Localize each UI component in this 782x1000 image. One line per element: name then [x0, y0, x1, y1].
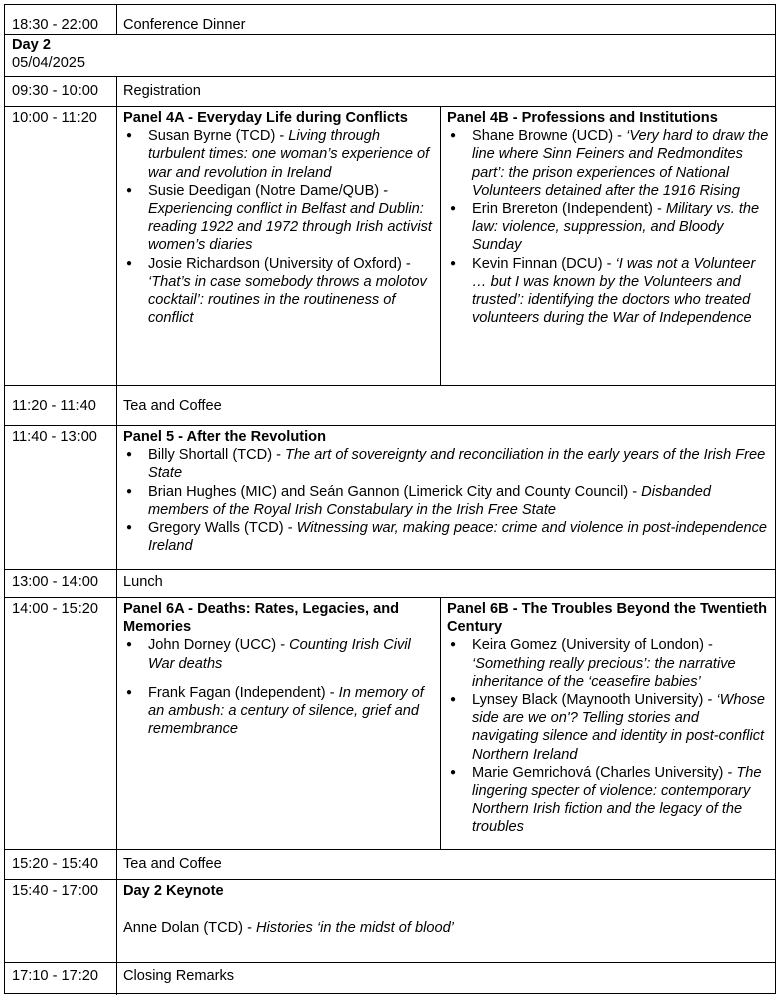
row-divider: [5, 569, 775, 570]
session-title: Lunch: [123, 574, 163, 590]
row-divider: [5, 425, 775, 426]
talk-title: The lingering specter of violence: contemporary Northern Irish fiction and the legacy of the troubles: [472, 764, 762, 836]
day-label: Day 2: [12, 37, 51, 53]
speaker: Brian Hughes (MIC) and Seán Gannon (Limerick City and County Council) -: [148, 483, 642, 500]
talk-title: ‘Very hard to draw the line where Sinn Feiners and Redmondites part’: the prison experiences of National Volunteers detained after the 1916 Rising: [472, 128, 769, 199]
panel-title: Panel 4A - Everyday Life during Conflicts: [123, 110, 408, 126]
panel-title: Panel 4B - Professions and Institutions: [447, 110, 718, 126]
session-title: Closing Remarks: [123, 968, 235, 984]
speaker: Lynsey Black (Maynooth University) -: [472, 692, 717, 709]
list-item: [123, 182, 438, 255]
panel-title: Panel 5 - After the Revolution: [123, 429, 326, 445]
talk-title: The art of sovereignty and reconciliation in the early years of the Irish Free State: [148, 447, 766, 482]
session-title: Registration: [123, 83, 201, 99]
panel-5: [123, 428, 768, 555]
talk-title: Counting Irish Civil War deaths: [148, 637, 411, 672]
row-divider: [5, 849, 775, 850]
talk-title: Witnessing war, making peace: crime and violence in post-independence Ireland: [148, 520, 768, 555]
panel-4b: [447, 109, 769, 327]
row-divider: [5, 106, 775, 107]
list-item: [123, 519, 768, 555]
time-cell: 15:20 - 15:40: [12, 856, 99, 872]
time-cell: 15:40 - 17:00: [12, 883, 99, 899]
keynote: [123, 882, 768, 937]
speaker: Erin Brereton (Independent) -: [472, 201, 666, 218]
panel-6a: [123, 600, 438, 738]
speaker: Shane Browne (UCD) -: [472, 128, 627, 145]
talk-title: ‘Something really precious’: the narrative inheritance of the ‘ceasefire babies’: [472, 655, 736, 690]
column-divider: [116, 5, 117, 34]
talk-title: Histories ‘in the midst of blood’: [256, 920, 454, 937]
panel-6b: [447, 600, 769, 837]
list-item: [447, 255, 769, 328]
panel-divider: [440, 106, 441, 385]
list-item: [123, 255, 438, 328]
speaker: Susan Byrne (TCD) -: [148, 128, 289, 145]
speaker: Kevin Finnan (DCU) -: [472, 255, 616, 272]
time-cell: 13:00 - 14:00: [12, 574, 99, 590]
speaker: Anne Dolan (TCD) -: [123, 920, 257, 937]
session-title: Tea and Coffee: [123, 398, 222, 414]
speaker: Gregory Walls (TCD) -: [148, 520, 297, 537]
day-header: [12, 36, 85, 72]
list-item: [123, 483, 768, 519]
schedule-table: [4, 4, 776, 994]
talk-title: Disbanded members of the Royal Irish Constabulary in the Irish Free State: [148, 483, 711, 518]
speaker: Frank Fagan (Independent) -: [148, 684, 339, 701]
time-cell: 14:00 - 15:20: [12, 601, 99, 617]
talk-title: Living through turbulent times: one woman’s experience of war and revolution in Ireland: [148, 128, 430, 181]
keynote-line: [123, 919, 768, 937]
list-item: [123, 127, 438, 182]
talk-title: Military vs. the law: violence, suppression, and Bloody Sunday: [472, 201, 760, 254]
time-cell: 11:20 - 11:40: [12, 398, 96, 414]
speaker: Josie Richardson (University of Oxford) -: [148, 255, 411, 272]
list-item: [123, 636, 438, 672]
talk-title: ‘I was not a Volunteer … but I was known by the Volunteers and trusted’: identifying the doctors who treated volunteers during the War of Independence: [472, 255, 756, 327]
row-divider: [5, 962, 775, 963]
time-cell: 17:10 - 17:20: [12, 968, 99, 984]
list-item: [447, 764, 769, 837]
time-cell: 18:30 - 22:00: [12, 17, 99, 33]
list-item: [123, 446, 768, 482]
time-cell: 10:00 - 11:20: [12, 110, 97, 126]
list-item: [123, 684, 438, 739]
column-divider: [116, 76, 117, 995]
time-cell: 09:30 - 10:00: [12, 83, 99, 99]
time-cell: 11:40 - 13:00: [12, 429, 97, 445]
talk-title: Experiencing conflict in Belfast and Dublin: reading 1922 and 1972 through Irish activist women’s diaries: [148, 201, 432, 254]
list-item: [447, 127, 769, 200]
panel-title: Panel 6A - Deaths: Rates, Legacies, and Memories: [123, 601, 400, 636]
list-item: [447, 636, 769, 691]
talk-title: ‘That’s in case somebody throws a molotov cocktail’: routines in the routineness of conflict: [148, 273, 427, 327]
session-title: Conference Dinner: [123, 17, 246, 33]
row-divider: [5, 385, 775, 386]
speaker: Billy Shortall (TCD) -: [148, 447, 286, 464]
list-item: [447, 691, 769, 764]
panel-divider: [440, 597, 441, 849]
talk-title: ‘Whose side are we on'? Telling stories and navigating silence and identity in post-conflict Northern Ireland: [472, 692, 766, 763]
day-date: 05/04/2025: [12, 55, 86, 72]
row-divider: [5, 879, 775, 880]
row-divider: [5, 34, 775, 35]
panel-4a: [123, 109, 438, 327]
speaker: John Dorney (UCC) -: [148, 637, 290, 654]
speaker: Marie Gemrichová (Charles University) -: [472, 764, 737, 781]
session-title: Tea and Coffee: [123, 856, 222, 872]
keynote-title: Day 2 Keynote: [123, 883, 224, 899]
speaker: Keira Gomez (University of London) -: [472, 637, 713, 654]
row-divider: [5, 597, 775, 598]
row-divider: [5, 76, 775, 77]
list-item: [447, 200, 769, 255]
panel-title: Panel 6B - The Troubles Beyond the Twentieth Century: [447, 601, 768, 636]
talk-title: In memory of an ambush: a century of silence, grief and remembrance: [148, 684, 424, 738]
speaker: Susie Deedigan (Notre Dame/QUB) -: [148, 182, 389, 199]
